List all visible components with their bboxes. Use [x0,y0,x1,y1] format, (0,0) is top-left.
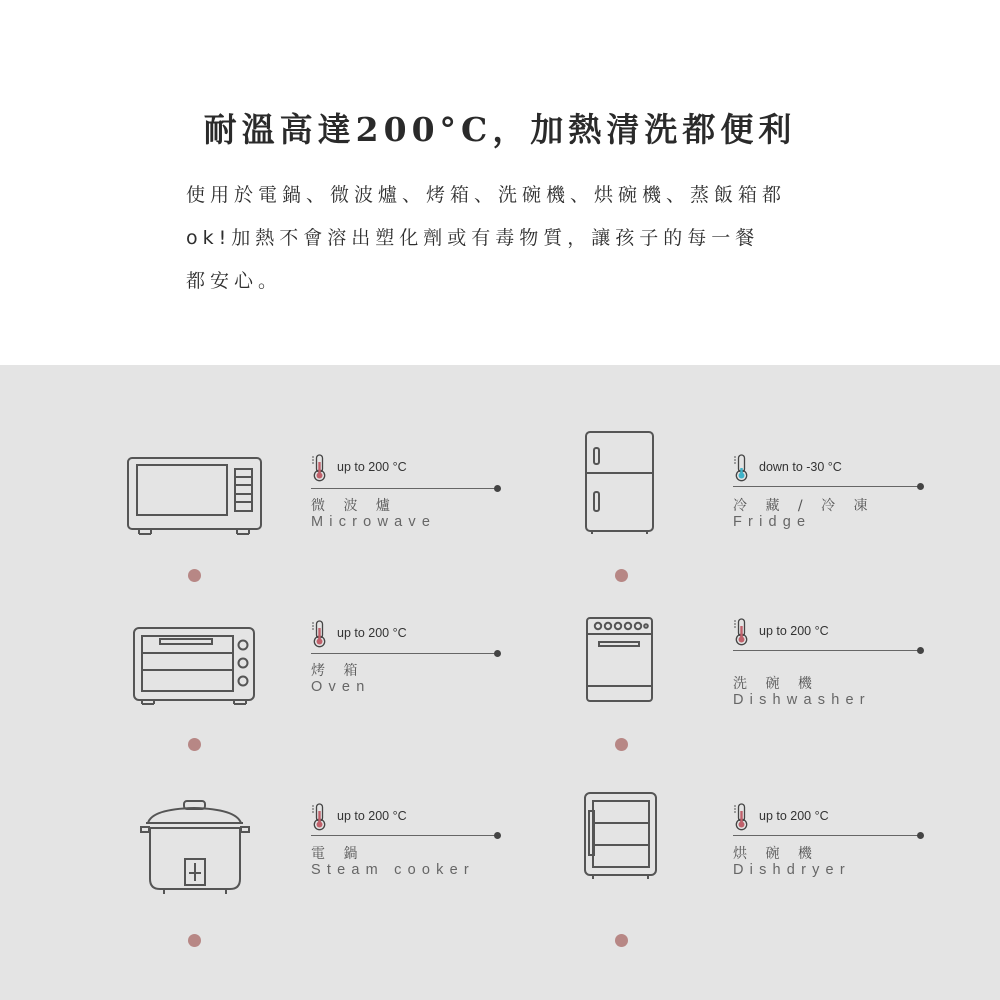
hot-thermometer-icon [733,803,749,831]
description-line-2: ok!加熱不會溶出塑化劑或有毒物質，讓孩子的每一餐 [186,227,760,249]
divider-dot [917,832,924,839]
divider [311,835,497,836]
temperature-label: up to 200 °C [337,809,407,823]
intro-section [0,0,1000,365]
dishwasher-icon [585,616,655,704]
hot-thermometer-icon [733,618,749,646]
appliance-name-en: Dishwasher [733,692,871,708]
microwave-icon [127,456,263,536]
description [186,174,826,303]
hot-thermometer-icon [311,803,327,831]
oven-icon [133,626,257,706]
appliance-name-en: Steam cooker [311,862,475,878]
indicator-dot [188,738,201,751]
fridge-icon [584,431,656,535]
temperature-label: up to 200 °C [759,624,829,638]
appliance-name-zh: 烤 箱 [311,663,365,679]
divider [733,835,921,836]
divider-dot [494,832,501,839]
appliance-name-en: Microwave [311,514,437,530]
divider [311,488,497,489]
appliance-name-en: Fridge [733,514,812,530]
appliance-name-zh: 微 波 爐 [311,498,397,514]
indicator-dot [615,569,628,582]
indicator-dot [188,934,201,947]
hot-thermometer-icon [311,454,327,482]
dish-dryer-icon [583,791,659,881]
indicator-dot [615,738,628,751]
description-line-3: 都安心。 [186,270,283,292]
divider [733,650,921,651]
indicator-dot [615,934,628,947]
indicator-dot [188,569,201,582]
appliance-name-en: Dishdryer [733,862,851,878]
divider-dot [917,483,924,490]
divider-dot [494,485,501,492]
temperature-label: up to 200 °C [337,626,407,640]
rice-cooker-icon [140,799,250,897]
appliance-name-en: Oven [311,679,371,695]
appliance-name-zh: 洗 碗 機 [733,676,819,692]
appliance-name-zh: 電 鍋 [311,846,365,862]
appliance-name-zh: 冷 藏 / 冷 凍 [733,498,875,514]
appliance-section [0,365,1000,1000]
divider [311,653,497,654]
headline: 耐溫高達200°C，加熱清洗都便利 [203,110,797,149]
cold-thermometer-icon [733,454,749,482]
divider-dot [494,650,501,657]
hot-thermometer-icon [311,620,327,648]
temperature-label: up to 200 °C [759,809,829,823]
appliance-name-zh: 烘 碗 機 [733,846,819,862]
temperature-label: up to 200 °C [337,460,407,474]
temperature-label: down to -30 °C [759,460,842,474]
divider [733,486,921,487]
description-line-1: 使用於電鍋、微波爐、烤箱、洗碗機、烘碗機、蒸飯箱都 [186,184,787,206]
divider-dot [917,647,924,654]
